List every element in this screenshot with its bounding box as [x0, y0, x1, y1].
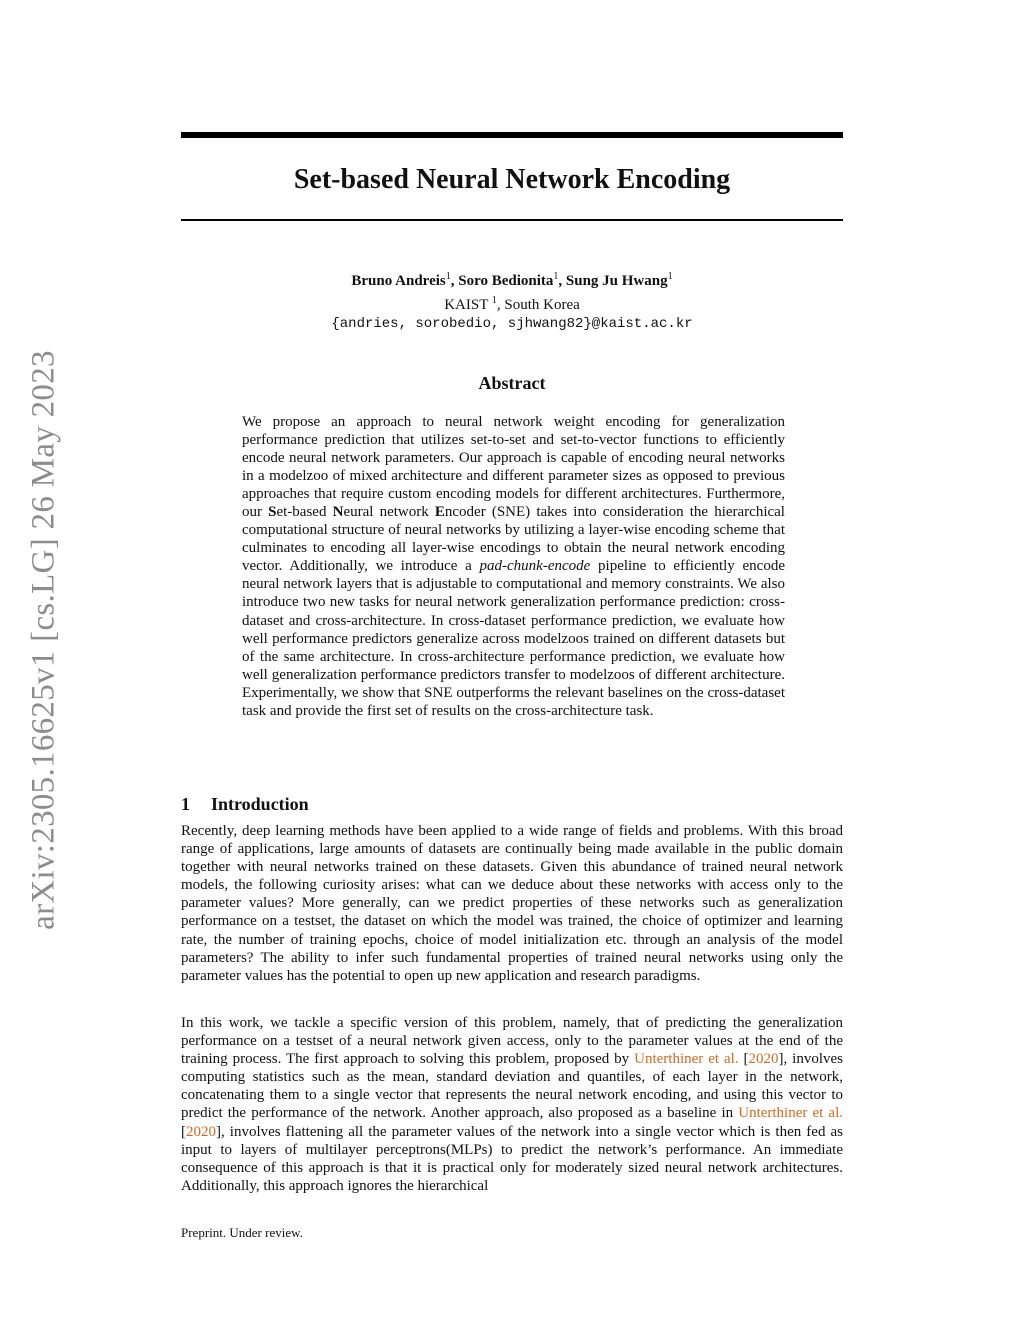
- paragraph-text: In this work, we tackle a specific version of this problem, namely, that of predicting the generalization performance on a testset of a neural network given access, only to the parameter values at the end of the training process. The first approach to solving this problem, proposed by: [181, 1015, 843, 1068]
- abstract-body: [242, 413, 785, 720]
- affiliation-mark: 1: [553, 271, 559, 282]
- author-name: Bruno Andreis: [351, 273, 446, 289]
- abstract-emphasis: S: [268, 504, 277, 521]
- section-title: Introduction: [211, 794, 309, 814]
- affiliation-mark: 1: [491, 295, 497, 306]
- abstract-text: eural network: [343, 504, 435, 521]
- arxiv-identifier: arXiv:2305.16625v1 [cs.LG] 26 May 2023: [25, 350, 62, 930]
- affiliation-country: , South Korea: [496, 297, 580, 313]
- abstract-italic-term: pad-chunk-encode: [479, 558, 591, 575]
- paper-title: Set-based Neural Network Encoding: [293, 164, 731, 195]
- author-name: , Sung Ju Hwang: [558, 273, 668, 289]
- section-heading-introduction: [181, 792, 309, 816]
- title-top-rule: [181, 132, 843, 138]
- paragraph-text: ], involves flattening all the parameter values of the network into a single vector which is then fed as input to layers of multilayer perceptrons(MLPs) to predict the network’s performance. An immediate consequence of this approach is that it is practical only for moderately sized neural network architectures. Additionally, this approach ignores the hierarchical: [181, 1123, 843, 1194]
- abstract-text: ncoder (SNE) takes into consideration the hierarchical computational structure of neural networks by utilizing a layer-wise encoding scheme that culminates to encoding all layer-wise encodings to obtain the neural network encoding vector. Additionally, we introduce a: [242, 504, 785, 575]
- page-footer: Preprint. Under review.: [181, 1225, 303, 1240]
- citation-link[interactable]: Unterthiner et al.: [634, 1051, 739, 1068]
- abstract-text: pipeline to efficiently encode neural network layers that is adjustable to computational and memory constraints. We also introduce two new tasks for neural network generalization performance prediction: cross-dataset and cross-architecture. In cross-dataset performance prediction, we evaluate how well performance predictors generalize across modelzoos trained on different datasets but of the same architecture. In cross-architecture performance prediction, we evaluate how well generalization performance predictors transfer to modelzoos of different architecture. Experimentally, we show that SNE outperforms the relevant baselines on the cross-dataset task and provide the first set of results on the cross-architecture task.: [242, 558, 785, 719]
- introduction-paragraph: Recently, deep learning methods have been applied to a wide range of fields and problems. With this broad range of applications, large amounts of datasets are continually being made available in the public domain together with neural networks trained on these datasets. Given this abundance of trained neural network models, the following curiosity arises: what can we deduce about these networks with access only to the parameter values? More generally, can we predict properties of these networks such as generalization performance on a testset, the dataset on which the model was trained, the choice of optimizer and learning rate, the number of training epochs, choice of model initialization etc. through an analysis of the model parameters? The ability to infer such fundamental properties of trained neural networks using only the parameter values has the potential to open up new application and research paradigms.: [181, 823, 843, 984]
- section-number: 1: [181, 794, 190, 814]
- affiliation-name: KAIST: [444, 297, 492, 313]
- abstract-text: et-based: [276, 504, 333, 521]
- author-name: , Soro Bedionita: [450, 273, 554, 289]
- author-block: [181, 267, 843, 334]
- affiliation: [181, 291, 843, 315]
- title-bottom-rule: [181, 219, 843, 221]
- paragraph-text: ], involves computing statistics such as the mean, standard deviation and quantiles, of each layer in the network, concatenating them to a single vector that represents the neural network encoding, and using this vector to predict the performance of the network. Another approach, also proposed as a baseline in: [181, 1051, 843, 1122]
- affiliation-mark: 1: [445, 271, 451, 282]
- citation-year-link[interactable]: 2020: [748, 1051, 779, 1068]
- citation-year-link[interactable]: 2020: [186, 1123, 216, 1140]
- author-emails: {andries, sorobedio, sjhwang82}@kaist.ac.kr: [331, 316, 693, 332]
- abstract-heading: Abstract: [478, 373, 546, 393]
- affiliation-mark: 1: [667, 271, 673, 282]
- abstract-emphasis: E: [434, 504, 445, 521]
- abstract-text: We propose an approach to neural network weight encoding for generalization performance prediction that utilizes set-to-set and set-to-vector functions to efficiently encode neural network parameters. Our approach is capable of encoding neural networks in a modelzoo of mixed architecture and different parameter sizes as opposed to previous approaches that require custom encoding models for different architectures. Furthermore, our: [242, 414, 785, 521]
- citation-link[interactable]: Unterthiner et al.: [738, 1105, 844, 1122]
- author-names: [181, 267, 843, 291]
- introduction-paragraph: In this work, we tackle a specific version of this problem, namely, that of predicting the generalization performance on a testset of a neural network given access, only to the parameter values at the end of the training process. The first approach to solving this problem, proposed by Unterthiner et al. [2020], involves computing statistics such as the mean, standard deviation and quantiles, of each layer in the network, concatenating them to a single vector that represents the neural network encoding, and using this vector to predict the performance of the network. Another approach, also proposed as a baseline in Unterthiner et al. [2020], involves flattening all the parameter values of the network into a single vector which is then fed as input to layers of multilayer perceptrons(MLPs) to predict the network’s performance. An immediate consequence of this approach is that it is practical only for moderately sized neural network architectures. Additionally, this approach ignores the hierarchical: [181, 1015, 844, 1194]
- abstract-emphasis: N: [332, 504, 344, 521]
